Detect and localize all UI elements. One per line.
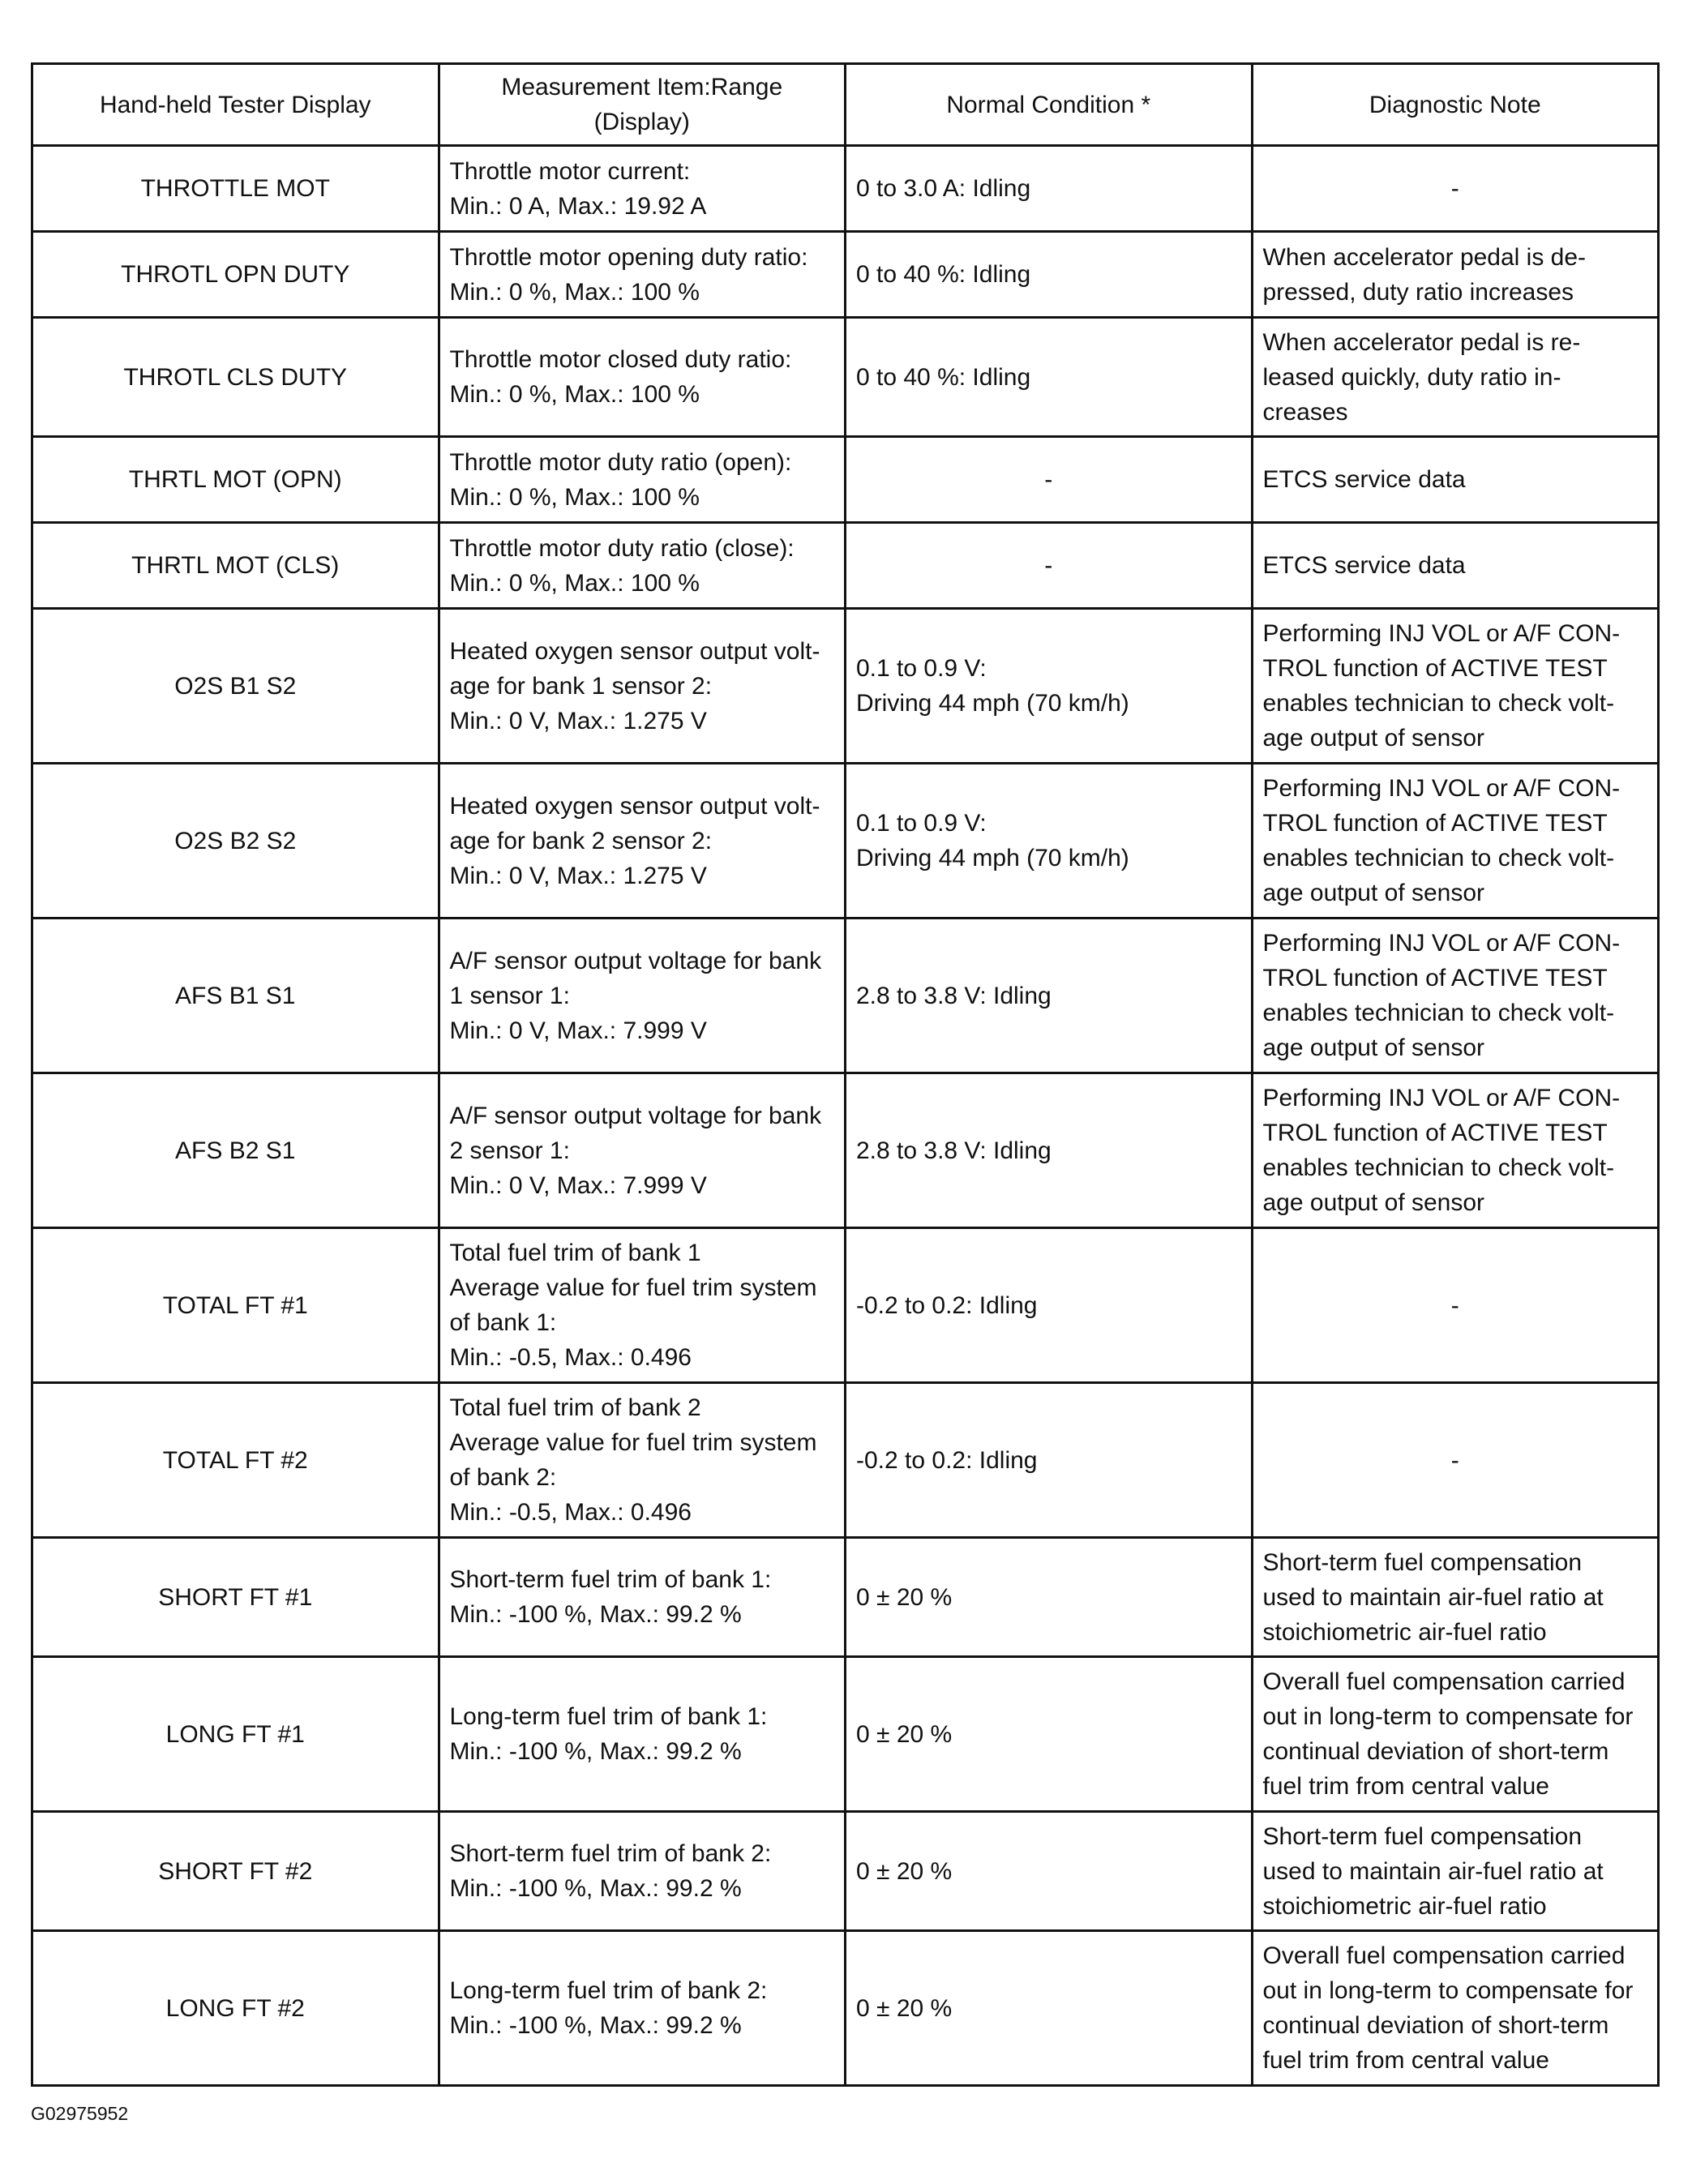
cell-diagnostic-note-line: continual deviation of short-term — [1262, 1738, 1609, 1765]
table-row — [32, 523, 1659, 609]
cell-measurement-item-line: Min.: 0 V, Max.: 7.999 V — [449, 1171, 707, 1199]
cell-diagnostic-note — [1252, 1383, 1659, 1538]
cell-tester-display: LONG FT #2 — [32, 1931, 439, 2086]
cell-measurement-item-line: A/F sensor output voltage for bank — [449, 1102, 822, 1129]
cell-normal-condition-line: Driving 44 mph (70 km/h) — [856, 690, 1129, 717]
cell-measurement-item-line: Long-term fuel trim of bank 2: — [449, 1977, 768, 2004]
cell-measurement-item-line: Heated oxygen sensor output volt- — [449, 637, 820, 665]
table-row — [32, 232, 1659, 318]
cell-diagnostic-note — [1252, 437, 1659, 523]
cell-tester-display: TOTAL FT #1 — [32, 1228, 439, 1383]
cell-normal-condition-line: 0 ± 20 % — [856, 1857, 953, 1885]
cell-diagnostic-note — [1252, 1538, 1659, 1657]
cell-diagnostic-note-line: When accelerator pedal is de- — [1262, 243, 1587, 271]
cell-measurement-item-line: Min.: 0 %, Max.: 100 % — [449, 569, 700, 597]
cell-tester-display: THRTL MOT (OPN) — [32, 437, 439, 523]
cell-normal-condition-line: 0 to 40 %: Idling — [856, 363, 1031, 391]
cell-diagnostic-note-line: used to maintain air-fuel ratio at — [1262, 1857, 1604, 1885]
cell-diagnostic-note-line: Short-term fuel compensation — [1262, 1548, 1583, 1576]
header-measurement-item — [439, 64, 846, 146]
cell-measurement-item — [439, 764, 846, 919]
cell-diagnostic-note-line: age output of sensor — [1262, 1189, 1485, 1216]
table-row — [32, 1383, 1659, 1538]
cell-measurement-item — [439, 1657, 846, 1812]
cell-diagnostic-note-line: Overall fuel compensation carried — [1262, 1942, 1626, 1969]
cell-tester-display: AFS B2 S1 — [32, 1073, 439, 1228]
cell-diagnostic-note-line: TROL function of ACTIVE TEST — [1262, 655, 1608, 682]
cell-measurement-item-line: Min.: -0.5, Max.: 0.496 — [449, 1344, 692, 1371]
cell-diagnostic-note-line: pressed, duty ratio increases — [1262, 278, 1574, 306]
cell-measurement-item-line: 2 sensor 1: — [449, 1137, 570, 1164]
cell-diagnostic-note-line: When accelerator pedal is re- — [1262, 328, 1581, 356]
cell-measurement-item — [439, 523, 846, 609]
cell-normal-condition — [846, 437, 1253, 523]
cell-normal-condition-line: 0.1 to 0.9 V: — [856, 810, 987, 837]
cell-normal-condition — [846, 1812, 1253, 1931]
cell-tester-display: THROTL OPN DUTY — [32, 232, 439, 318]
cell-normal-condition — [846, 1657, 1253, 1812]
cell-diagnostic-note-line: Performing INJ VOL or A/F CON- — [1262, 930, 1621, 957]
cell-measurement-item — [439, 1383, 846, 1538]
header-line: Diagnostic Note — [1369, 91, 1541, 118]
table-row — [32, 609, 1659, 764]
cell-measurement-item — [439, 1228, 846, 1383]
cell-measurement-item-line: Total fuel trim of bank 2 — [449, 1394, 701, 1421]
cell-diagnostic-note — [1252, 1073, 1659, 1228]
cell-normal-condition — [846, 1931, 1253, 2086]
cell-measurement-item-line: Min.: -0.5, Max.: 0.496 — [449, 1499, 692, 1526]
cell-measurement-item-line: A/F sensor output voltage for bank — [449, 947, 822, 974]
cell-measurement-item — [439, 146, 846, 232]
cell-normal-condition-line: 0 to 3.0 A: Idling — [856, 175, 1031, 202]
cell-normal-condition-line: - — [1044, 466, 1053, 493]
cell-diagnostic-note-line: out in long-term to compensate for — [1262, 1977, 1634, 2004]
cell-diagnostic-note — [1252, 919, 1659, 1073]
cell-diagnostic-note — [1252, 1812, 1659, 1931]
table-row — [32, 1228, 1659, 1383]
cell-normal-condition — [846, 1073, 1253, 1228]
cell-diagnostic-note-line: fuel trim from central value — [1262, 2047, 1549, 2074]
table-row — [32, 764, 1659, 919]
table-row — [32, 1538, 1659, 1657]
cell-normal-condition — [846, 523, 1253, 609]
cell-diagnostic-note-line: enables technician to check volt- — [1262, 1154, 1615, 1181]
cell-diagnostic-note-line: ETCS service data — [1262, 552, 1466, 579]
cell-measurement-item-line: Total fuel trim of bank 1 — [449, 1240, 701, 1266]
cell-normal-condition — [846, 764, 1253, 919]
cell-diagnostic-note — [1252, 318, 1659, 437]
cell-normal-condition-line: 2.8 to 3.8 V: Idling — [856, 1137, 1052, 1164]
cell-measurement-item — [439, 1931, 846, 2086]
cell-normal-condition — [846, 1383, 1253, 1538]
cell-normal-condition-line: Driving 44 mph (70 km/h) — [856, 845, 1129, 871]
cell-tester-display: O2S B1 S2 — [32, 609, 439, 764]
cell-tester-display: THROTL CLS DUTY — [32, 318, 439, 437]
cell-diagnostic-note-line: Short-term fuel compensation — [1262, 1822, 1583, 1850]
cell-measurement-item-line: Min.: 0 %, Max.: 100 % — [449, 278, 700, 306]
cell-diagnostic-note — [1252, 146, 1659, 232]
cell-tester-display: THROTTLE MOT — [32, 146, 439, 232]
cell-diagnostic-note-line: Overall fuel compensation carried — [1262, 1668, 1626, 1695]
cell-measurement-item — [439, 1812, 846, 1931]
cell-diagnostic-note — [1252, 1931, 1659, 2086]
cell-normal-condition-line: 0 ± 20 % — [856, 1994, 953, 2022]
cell-diagnostic-note-line: used to maintain air-fuel ratio at — [1262, 1583, 1604, 1611]
cell-diagnostic-note-line: continual deviation of short-term — [1262, 2012, 1609, 2039]
table-row — [32, 1931, 1659, 2086]
cell-diagnostic-note-line: TROL function of ACTIVE TEST — [1262, 1120, 1608, 1146]
cell-measurement-item — [439, 437, 846, 523]
cell-measurement-item-line: Min.: -100 %, Max.: 99.2 % — [449, 1601, 742, 1628]
cell-measurement-item — [439, 1073, 846, 1228]
cell-diagnostic-note — [1252, 764, 1659, 919]
cell-normal-condition-line: 0 to 40 %: Idling — [856, 261, 1031, 288]
header-tester-display — [32, 64, 439, 146]
cell-diagnostic-note — [1252, 232, 1659, 318]
cell-measurement-item-line: Average value for fuel trim system — [449, 1274, 817, 1301]
cell-tester-display: SHORT FT #2 — [32, 1812, 439, 1931]
cell-normal-condition-line: 0 ± 20 % — [856, 1583, 953, 1611]
cell-measurement-item-line: Min.: 0 %, Max.: 100 % — [449, 381, 700, 408]
cell-diagnostic-note-line: age output of sensor — [1262, 725, 1485, 752]
cell-measurement-item-line: Heated oxygen sensor output volt- — [449, 792, 820, 820]
cell-normal-condition-line: -0.2 to 0.2: Idling — [856, 1291, 1038, 1319]
cell-measurement-item-line: Throttle motor opening duty ratio: — [449, 243, 808, 271]
cell-diagnostic-note-line: - — [1450, 1291, 1459, 1319]
cell-normal-condition-line: 0.1 to 0.9 V: — [856, 655, 987, 682]
cell-measurement-item-line: Throttle motor closed duty ratio: — [449, 346, 792, 373]
cell-diagnostic-note-line: Performing INJ VOL or A/F CON- — [1262, 775, 1621, 802]
cell-normal-condition-line: 0 ± 20 % — [856, 1720, 953, 1748]
cell-diagnostic-note-line: out in long-term to compensate for — [1262, 1703, 1634, 1730]
cell-measurement-item-line: age for bank 1 sensor 2: — [449, 672, 713, 700]
table-row — [32, 1073, 1659, 1228]
cell-measurement-item-line: Min.: 0 V, Max.: 1.275 V — [449, 862, 707, 889]
cell-measurement-item-line: 1 sensor 1: — [449, 982, 570, 1009]
cell-measurement-item-line: Min.: -100 %, Max.: 99.2 % — [449, 1738, 742, 1765]
table-row — [32, 919, 1659, 1073]
cell-measurement-item-line: of bank 2: — [449, 1464, 557, 1491]
cell-measurement-item-line: Min.: 0 V, Max.: 1.275 V — [449, 707, 707, 734]
cell-normal-condition-line: 2.8 to 3.8 V: Idling — [856, 982, 1052, 1009]
header-normal-condition — [846, 64, 1253, 146]
cell-diagnostic-note-line: TROL function of ACTIVE TEST — [1262, 810, 1608, 837]
header-diagnostic-note — [1252, 64, 1659, 146]
cell-measurement-item-line: of bank 1: — [449, 1309, 557, 1336]
cell-measurement-item-line: Min.: 0 A, Max.: 19.92 A — [449, 192, 707, 220]
data-list-table — [31, 62, 1660, 2087]
data-list-table-container — [31, 62, 1657, 2087]
cell-measurement-item-line: Short-term fuel trim of bank 2: — [449, 1840, 772, 1867]
cell-measurement-item-line: Throttle motor duty ratio (open): — [449, 448, 792, 476]
cell-tester-display: SHORT FT #1 — [32, 1538, 439, 1657]
cell-diagnostic-note-line: enables technician to check volt- — [1262, 1000, 1615, 1026]
cell-measurement-item — [439, 1538, 846, 1657]
cell-measurement-item-line: Average value for fuel trim system — [449, 1429, 817, 1456]
cell-tester-display: AFS B1 S1 — [32, 919, 439, 1073]
cell-tester-display: O2S B2 S2 — [32, 764, 439, 919]
cell-measurement-item-line: Min.: 0 V, Max.: 7.999 V — [449, 1017, 707, 1044]
cell-normal-condition — [846, 609, 1253, 764]
cell-diagnostic-note-line: age output of sensor — [1262, 880, 1485, 906]
figure-id: G02975952 — [31, 2103, 129, 2124]
cell-measurement-item-line: Throttle motor duty ratio (close): — [449, 534, 795, 562]
cell-measurement-item-line: age for bank 2 sensor 2: — [449, 827, 713, 854]
header-line: Normal Condition * — [946, 91, 1151, 118]
cell-diagnostic-note-line: TROL function of ACTIVE TEST — [1262, 965, 1608, 991]
cell-measurement-item — [439, 318, 846, 437]
cell-normal-condition — [846, 1228, 1253, 1383]
header-line: Measurement Item:Range — [501, 74, 783, 101]
cell-measurement-item-line: Short-term fuel trim of bank 1: — [449, 1566, 772, 1593]
cell-normal-condition — [846, 1538, 1253, 1657]
cell-measurement-item-line: Min.: -100 %, Max.: 99.2 % — [449, 2012, 742, 2039]
cell-measurement-item — [439, 232, 846, 318]
cell-measurement-item-line: Long-term fuel trim of bank 1: — [449, 1703, 768, 1730]
cell-diagnostic-note-line: stoichiometric air-fuel ratio — [1262, 1892, 1547, 1920]
cell-measurement-item-line: Min.: 0 %, Max.: 100 % — [449, 483, 700, 511]
cell-normal-condition — [846, 232, 1253, 318]
cell-diagnostic-note-line: Performing INJ VOL or A/F CON- — [1262, 620, 1621, 647]
cell-normal-condition-line: -0.2 to 0.2: Idling — [856, 1446, 1038, 1474]
cell-diagnostic-note-line: enables technician to check volt- — [1262, 690, 1615, 717]
cell-diagnostic-note-line: Performing INJ VOL or A/F CON- — [1262, 1085, 1621, 1111]
cell-normal-condition — [846, 146, 1253, 232]
cell-tester-display: LONG FT #1 — [32, 1657, 439, 1812]
cell-diagnostic-note-line: leased quickly, duty ratio in- — [1262, 363, 1561, 391]
cell-diagnostic-note-line: age output of sensor — [1262, 1034, 1485, 1061]
cell-diagnostic-note-line: - — [1450, 175, 1459, 202]
cell-normal-condition — [846, 318, 1253, 437]
cell-diagnostic-note — [1252, 1657, 1659, 1812]
cell-measurement-item-line: Throttle motor current: — [449, 157, 691, 185]
table-row — [32, 1657, 1659, 1812]
cell-diagnostic-note — [1252, 1228, 1659, 1383]
cell-tester-display: TOTAL FT #2 — [32, 1383, 439, 1538]
cell-diagnostic-note — [1252, 523, 1659, 609]
header-line: Hand-held Tester Display — [99, 91, 371, 118]
cell-diagnostic-note-line: ETCS service data — [1262, 466, 1466, 493]
cell-diagnostic-note-line: - — [1450, 1446, 1459, 1474]
cell-diagnostic-note-line: enables technician to check volt- — [1262, 845, 1615, 871]
cell-diagnostic-note-line: stoichiometric air-fuel ratio — [1262, 1618, 1547, 1646]
cell-measurement-item — [439, 609, 846, 764]
cell-diagnostic-note-line: fuel trim from central value — [1262, 1773, 1549, 1800]
table-header-row — [32, 64, 1659, 146]
cell-normal-condition — [846, 919, 1253, 1073]
cell-tester-display: THRTL MOT (CLS) — [32, 523, 439, 609]
cell-normal-condition-line: - — [1044, 552, 1053, 579]
table-row — [32, 146, 1659, 232]
table-row — [32, 318, 1659, 437]
table-row — [32, 437, 1659, 523]
cell-measurement-item-line: Min.: -100 %, Max.: 99.2 % — [449, 1875, 742, 1902]
table-row — [32, 1812, 1659, 1931]
cell-measurement-item — [439, 919, 846, 1073]
cell-diagnostic-note-line: creases — [1262, 398, 1348, 426]
header-line: (Display) — [593, 109, 690, 135]
table-body — [32, 146, 1659, 2086]
cell-diagnostic-note — [1252, 609, 1659, 764]
